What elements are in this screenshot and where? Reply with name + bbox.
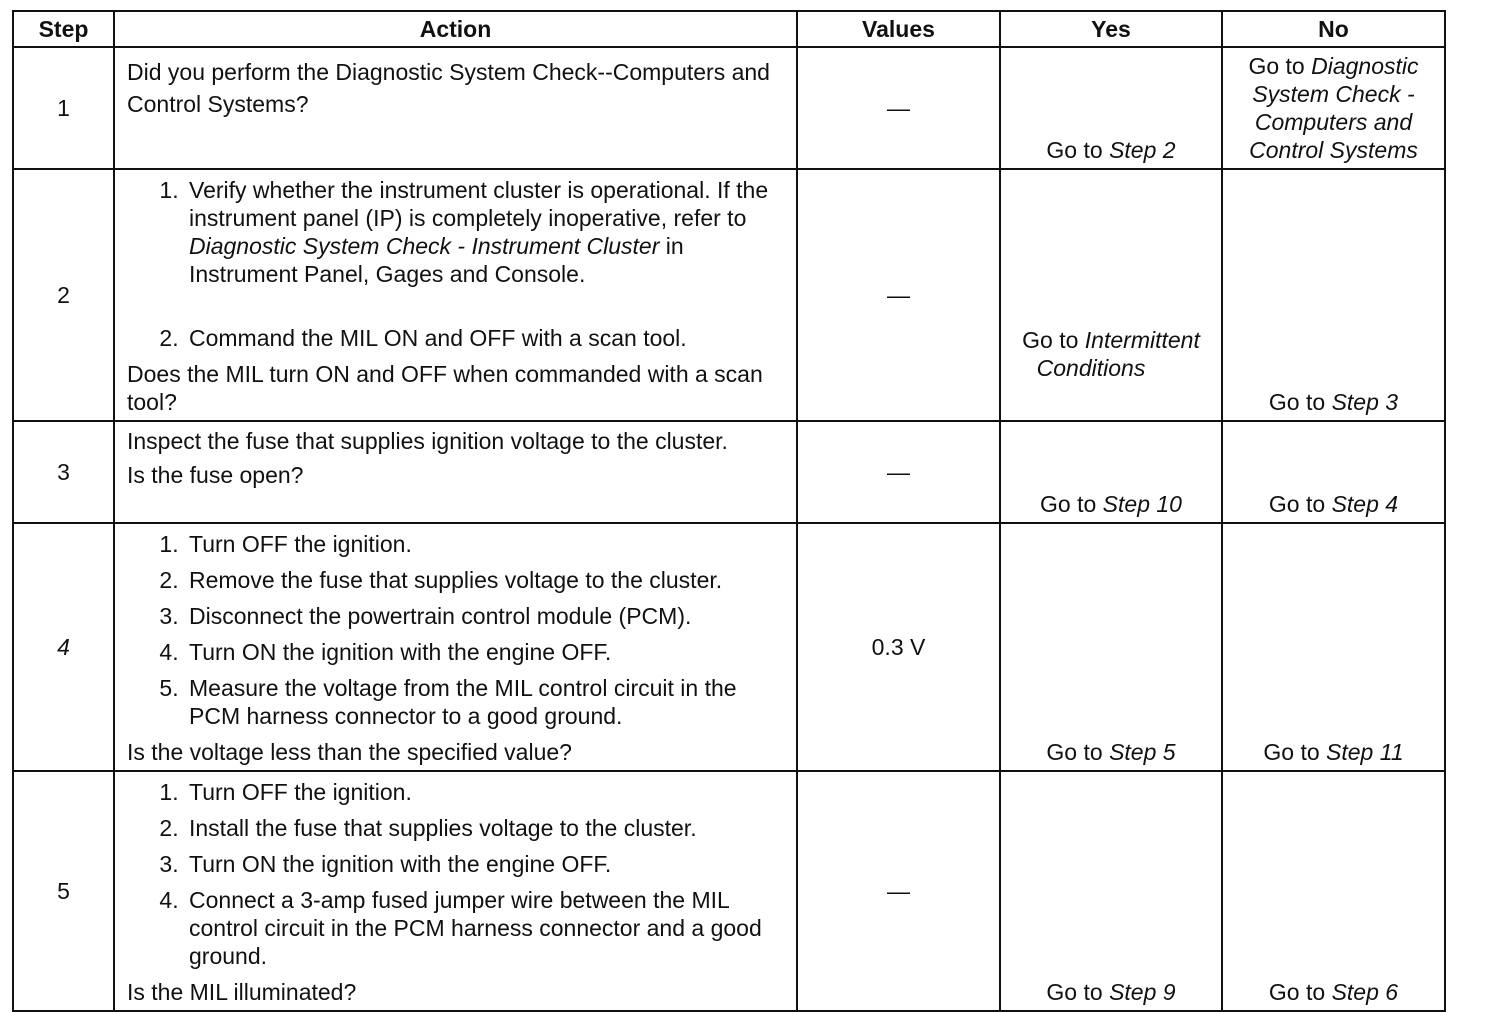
step-number: 1 (13, 47, 114, 169)
no-cell (1222, 523, 1445, 771)
yes-target-line-2: Conditions (1036, 355, 1146, 381)
table-row (13, 169, 1445, 421)
yes-prefix: Go to (1046, 137, 1103, 163)
action-text: Inspect the fuse that supplies ignition voltage to the cluster. (127, 428, 728, 454)
action-steps (127, 176, 788, 352)
yes-target: Step 2 (1109, 137, 1176, 163)
action-step: 4. Connect a 3-amp fused jumper wire between the MIL control circuit in the PCM harness connector and a good ground. (185, 886, 788, 970)
yes-cell (1000, 523, 1222, 771)
no-target: Diagnostic (1311, 53, 1419, 79)
no-cell (1222, 169, 1445, 421)
no-line-1 (1223, 52, 1444, 80)
action-cell (114, 169, 797, 421)
header-yes: Yes (1000, 11, 1222, 47)
yes-cell (1000, 169, 1222, 421)
no-line-4: Control Systems (1249, 137, 1418, 163)
no-target: Step 4 (1331, 491, 1399, 517)
yes-prefix: Go to (1046, 979, 1103, 1005)
action-step: 1. Turn OFF the ignition. (185, 530, 788, 558)
action-cell (114, 523, 797, 771)
action-step: 2. Install the fuse that supplies voltage to the cluster. (185, 814, 788, 842)
no-prefix: Go to (1248, 53, 1305, 79)
no-cell (1222, 47, 1445, 169)
action-step: 5. Measure the voltage from the MIL control circuit in the PCM harness connector to a good ground. (185, 674, 788, 730)
value-cell: — (797, 421, 1000, 523)
no-target: Step 11 (1326, 739, 1404, 765)
action-step: 1. Verify whether the instrument cluster is operational. If the instrument panel (IP) is completely inoperative, refer to Diagnostic System Check - Instrument Cluster in Instrument Panel, Gages and Console. (185, 176, 788, 288)
action-question: Is the voltage less than the specified value? (127, 739, 572, 765)
header-step: Step (13, 11, 114, 47)
header-action: Action (114, 11, 797, 47)
yes-prefix: Go to (1046, 739, 1103, 765)
yes-target: Step 10 (1102, 491, 1182, 517)
header-no: No (1222, 11, 1445, 47)
action-cell (114, 47, 797, 169)
yes-target: Intermittent (1084, 327, 1200, 353)
action-step: 4. Turn ON the ignition with the engine OFF. (185, 638, 788, 666)
no-prefix: Go to (1263, 739, 1320, 765)
no-target: Step 6 (1331, 979, 1399, 1005)
action-question: Is the MIL illuminated? (127, 979, 357, 1005)
no-prefix: Go to (1268, 491, 1326, 517)
value-cell: — (797, 169, 1000, 421)
table-row (13, 421, 1445, 523)
action-cell (114, 771, 797, 1011)
value-cell: — (797, 771, 1000, 1011)
no-cell (1222, 771, 1445, 1011)
action-steps (127, 778, 788, 970)
action-question: Is the fuse open? (127, 462, 304, 488)
table-row (13, 771, 1445, 1011)
step-number: 5 (13, 771, 114, 1011)
diagnostic-table (12, 10, 1446, 1012)
yes-cell (1000, 771, 1222, 1011)
no-prefix: Go to (1268, 389, 1326, 415)
action-text: Did you perform the Diagnostic System Check--Computers and Control Systems? (127, 59, 770, 117)
action-step: 3. Disconnect the powertrain control module (PCM). (185, 602, 788, 630)
yes-target: Step 5 (1109, 739, 1176, 765)
action-step: 2. Command the MIL ON and OFF with a scan tool. (185, 324, 788, 352)
yes-prefix: Go to (1022, 327, 1079, 353)
no-cell (1222, 421, 1445, 523)
action-cell (114, 421, 797, 523)
yes-target: Step 9 (1109, 979, 1176, 1005)
yes-cell (1000, 421, 1222, 523)
no-prefix: Go to (1268, 979, 1326, 1005)
table-row (13, 523, 1445, 771)
action-step: 2. Remove the fuse that supplies voltage to the cluster. (185, 566, 788, 594)
no-line-3: Computers and (1254, 109, 1413, 135)
action-step: 1. Turn OFF the ignition. (185, 778, 788, 806)
header-row (13, 11, 1445, 47)
step-number: 3 (13, 421, 114, 523)
value-cell: — (797, 47, 1000, 169)
yes-cell (1000, 47, 1222, 169)
value-cell: 0.3 V (797, 523, 1000, 771)
action-step: 3. Turn ON the ignition with the engine OFF. (185, 850, 788, 878)
action-steps (127, 530, 788, 730)
table-row (13, 47, 1445, 169)
yes-prefix: Go to (1040, 491, 1097, 517)
step-number: 2 (13, 169, 114, 421)
step-number: 4 (13, 523, 114, 771)
header-values: Values (797, 11, 1000, 47)
action-question: Does the MIL turn ON and OFF when commanded with a scan tool? (127, 361, 763, 415)
no-target: Step 3 (1331, 389, 1399, 415)
no-line-2: System Check - (1252, 81, 1415, 107)
